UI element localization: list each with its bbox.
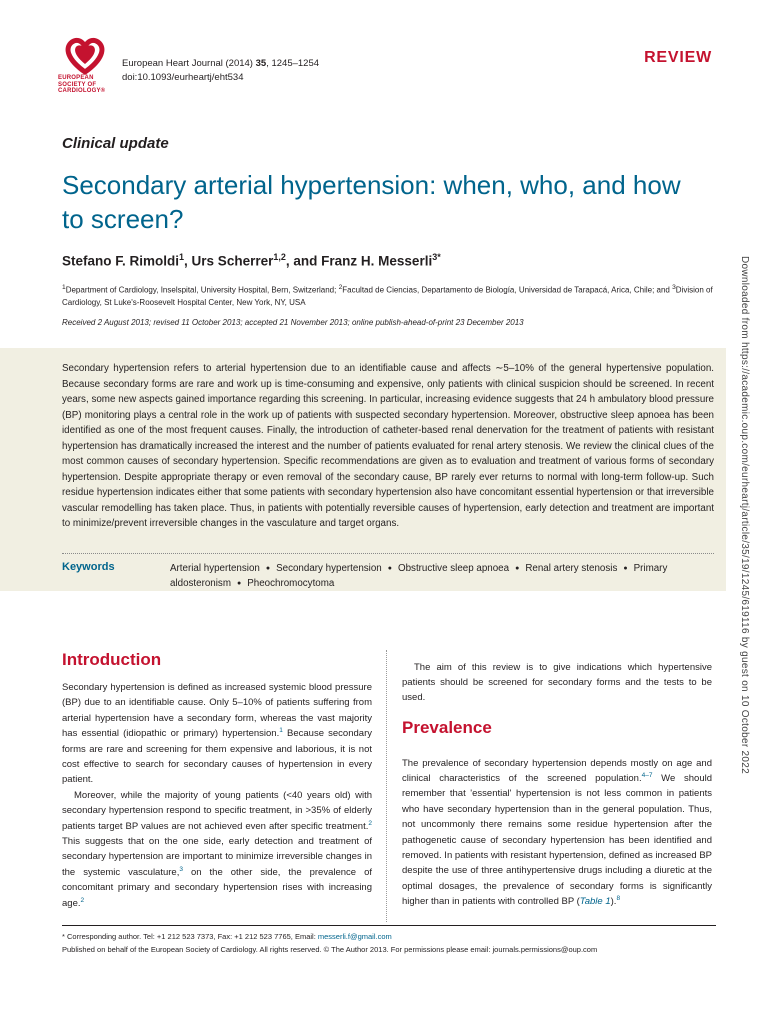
bullet-icon: ●: [387, 565, 392, 572]
affiliation-mark: 1: [62, 284, 66, 291]
received-dates: Received 2 August 2013; revised 11 October 2013; accepted 21 November 2013; online publish-ahead-of-print 23 December 2013: [62, 318, 524, 327]
prevalence-heading: Prevalence: [402, 718, 492, 737]
esc-heart-logo: [60, 36, 110, 108]
keyword[interactable]: Primary aldosteronism: [170, 563, 668, 589]
keyword[interactable]: Obstructive sleep apnoea: [397, 563, 510, 574]
keyword[interactable]: Renal artery stenosis: [525, 563, 618, 574]
affiliations: [62, 282, 716, 309]
citation-ref[interactable]: 4–7: [641, 771, 653, 779]
esc-logo-text: EUROPEAN SOCIETY OF CARDIOLOGY®: [58, 75, 106, 94]
author-conjunction: and: [293, 253, 322, 269]
author-affiliation-mark: 3*: [432, 252, 441, 262]
doi-link[interactable]: doi:10.1093/eurheartj/eht534: [122, 72, 244, 83]
text-run: The prevalence of secondary hypertension depends mostly on age and clinical characteristics of the screened population.: [402, 757, 712, 784]
keywords-divider: [62, 553, 714, 555]
section-label: Clinical update: [62, 135, 169, 152]
text-run: Moreover, while the majority of young patients (<40 years old) with secondary hypertension respond to specific treatment, in >35% of elderly patients target BP values are not achieved even after specific treatment.: [62, 789, 372, 832]
citation-ref[interactable]: 3: [179, 865, 183, 873]
footnote-divider: [62, 925, 716, 927]
table-link[interactable]: Table 1: [579, 896, 611, 908]
article-title: Secondary arterial hypertension: when, who, and how to screen?: [62, 170, 681, 234]
affiliation-text: Facultad de Ciencias, Departamento de Biología, Universidad de Tarapacá, Arica, Chile; and: [342, 285, 673, 295]
author-name[interactable]: Stefano F. Rimoldi: [62, 253, 180, 269]
journal-prefix: European Heart Journal (2014): [122, 58, 256, 69]
keywords-list: [170, 561, 716, 591]
paragraph: [62, 788, 372, 911]
paragraph: The aim of this review is to give indications which hypertensive patients should be screened for secondary forms and the tests to be used.: [402, 661, 712, 704]
bullet-icon: ●: [623, 565, 628, 572]
keyword[interactable]: Arterial hypertension: [170, 563, 260, 574]
introduction-heading: Introduction: [62, 650, 162, 669]
affiliation-text: Department of Cardiology, Inselspital, University Hospital, Bern, Switzerland;: [65, 285, 339, 295]
journal-citation: [122, 57, 319, 85]
text-run: We should remember that 'essential' hypertension is not less common in patients who have secondary hypertension than in the general population. Thus, not uncommonly there remains some residue hypertension after the pathogenetic cause of secondary hypertension has been identified and removed. In patients with resistant hypertension, defined as increased BP despite the use of three antihypertensive drugs including a diuretic at the optimal dosages, the prevalence of secondary forms is significantly higher than in patients with controlled BP (: [402, 772, 712, 908]
author-name[interactable]: Urs Scherrer: [191, 253, 274, 269]
text-run: on the other side, the prevalence of concomitant primary and secondary hypertension rises with increasing age.: [62, 866, 373, 909]
download-watermark: Downloaded from https://academic.oup.com/eurheartj/article/35/19/1245/619116 by guest on 10 October 2022: [739, 256, 750, 774]
text-run: This suggests that on the one side, early detection and treatment of secondary hypertension are important to minimize irreversible changes in the systemic vasculature,: [62, 836, 372, 878]
author-list: Stefano F. Rimoldi$^1$, Urs Scherrer$^{1,2}$, and Franz H. Messerli$^{3*}$: [62, 252, 441, 269]
email-link[interactable]: messerli.f@gmail.com: [317, 932, 392, 941]
column-divider: [386, 650, 388, 922]
text-run: ).: [610, 896, 617, 908]
citation-ref[interactable]: 1: [279, 727, 283, 735]
journal-volume: 35: [255, 58, 267, 69]
citation-ref[interactable]: 2: [368, 819, 372, 827]
author-name[interactable]: Franz H. Messerli: [321, 253, 433, 269]
bullet-icon: ●: [265, 565, 271, 572]
prevalence-text: [402, 746, 712, 919]
affiliation-mark: 2: [338, 284, 343, 291]
bullet-icon: ●: [237, 580, 242, 587]
copyright-notice: Published on behalf of the European Society of Cardiology. All rights reserved. © The Author 2013. For permissions please email: journals.permissions@oup.com: [62, 945, 598, 954]
abstract-text: Secondary hypertension refers to arterial hypertension due to an identifiable cause and affects ∼5–10% of the general hypertensive population. Because secondary forms are rare and work up is time-consuming and expensive, only patients with clinical suspicion should be screened. In recent years, some new aspects gained importance regarding this screening. In particular, increasing evidence suggests that 24 h ambulatory blood pressure (BP) monitoring plays a central role in the work up of patients with suspected secondary hypertension. Moreover, obstructive sleep apnoea has been identified as one of the most frequent causes. Finally, the introduction of catheter-based renal denervation for the treatment of patients with resistant hypertension has dramatically increased the interest and the number of patients evaluated for renal artery stenosis. We review the clinical clues of the most common causes of secondary hypertension. Specific recommendations are given as to evaluation and treatment of various forms of secondary hypertension. Despite appropriate therapy or even removal of the secondary cause, BP rarely ever returns to normal with long-term follow-up. Such residue hypertension indicates either that some patients with secondary hypertension also have concomitant essential hypertension or that irreversible vascular remodelling has taken place. Thus, in patients with potentially reversible causes of hypertension, early detection and treatment are important to minimize/prevent irreversible changes in the vasculature and target organs.: [62, 363, 714, 529]
keyword[interactable]: Secondary hypertension: [276, 563, 382, 574]
aim-text: [402, 650, 712, 715]
text-run: Secondary hypertension is defined as increased systemic blood pressure (BP) due to an identifiable cause. Only 5–10% of patients suffering from arterial hypertension have a secondary form, whereas the vast majority has essential (idiopathic or primary) hypertension.: [62, 682, 372, 740]
corresponding-author: * Corresponding author. Tel: +1 212 523 7373, Fax: +1 212 523 7765, Email:: [62, 932, 318, 941]
journal-pages: , 1245–1254: [266, 58, 320, 69]
affiliation-mark: 3: [672, 284, 676, 291]
introduction-text: [62, 680, 372, 911]
citation-ref[interactable]: 8: [616, 895, 621, 903]
author-affiliation-mark: 1,2: [273, 252, 286, 262]
keywords-label: Keywords: [62, 561, 115, 573]
footnotes: [62, 930, 597, 956]
citation-ref[interactable]: 2: [80, 896, 85, 904]
paragraph: [402, 756, 712, 910]
bullet-icon: ●: [515, 565, 520, 572]
keyword[interactable]: Pheochromocytoma: [247, 578, 335, 589]
affiliation-text: Division of Cardiology, St Luke's-Roosevelt Hospital Center, New York, NY, USA: [62, 285, 713, 307]
text-run: Because secondary forms are rare and screening for them expensive and laborious, it is not cost effective to search for secondary causes of hypertension in every patient.: [62, 728, 372, 786]
paragraph: [62, 680, 372, 788]
article-type-badge: REVIEW: [644, 49, 712, 66]
author-affiliation-mark: 1: [179, 252, 185, 262]
